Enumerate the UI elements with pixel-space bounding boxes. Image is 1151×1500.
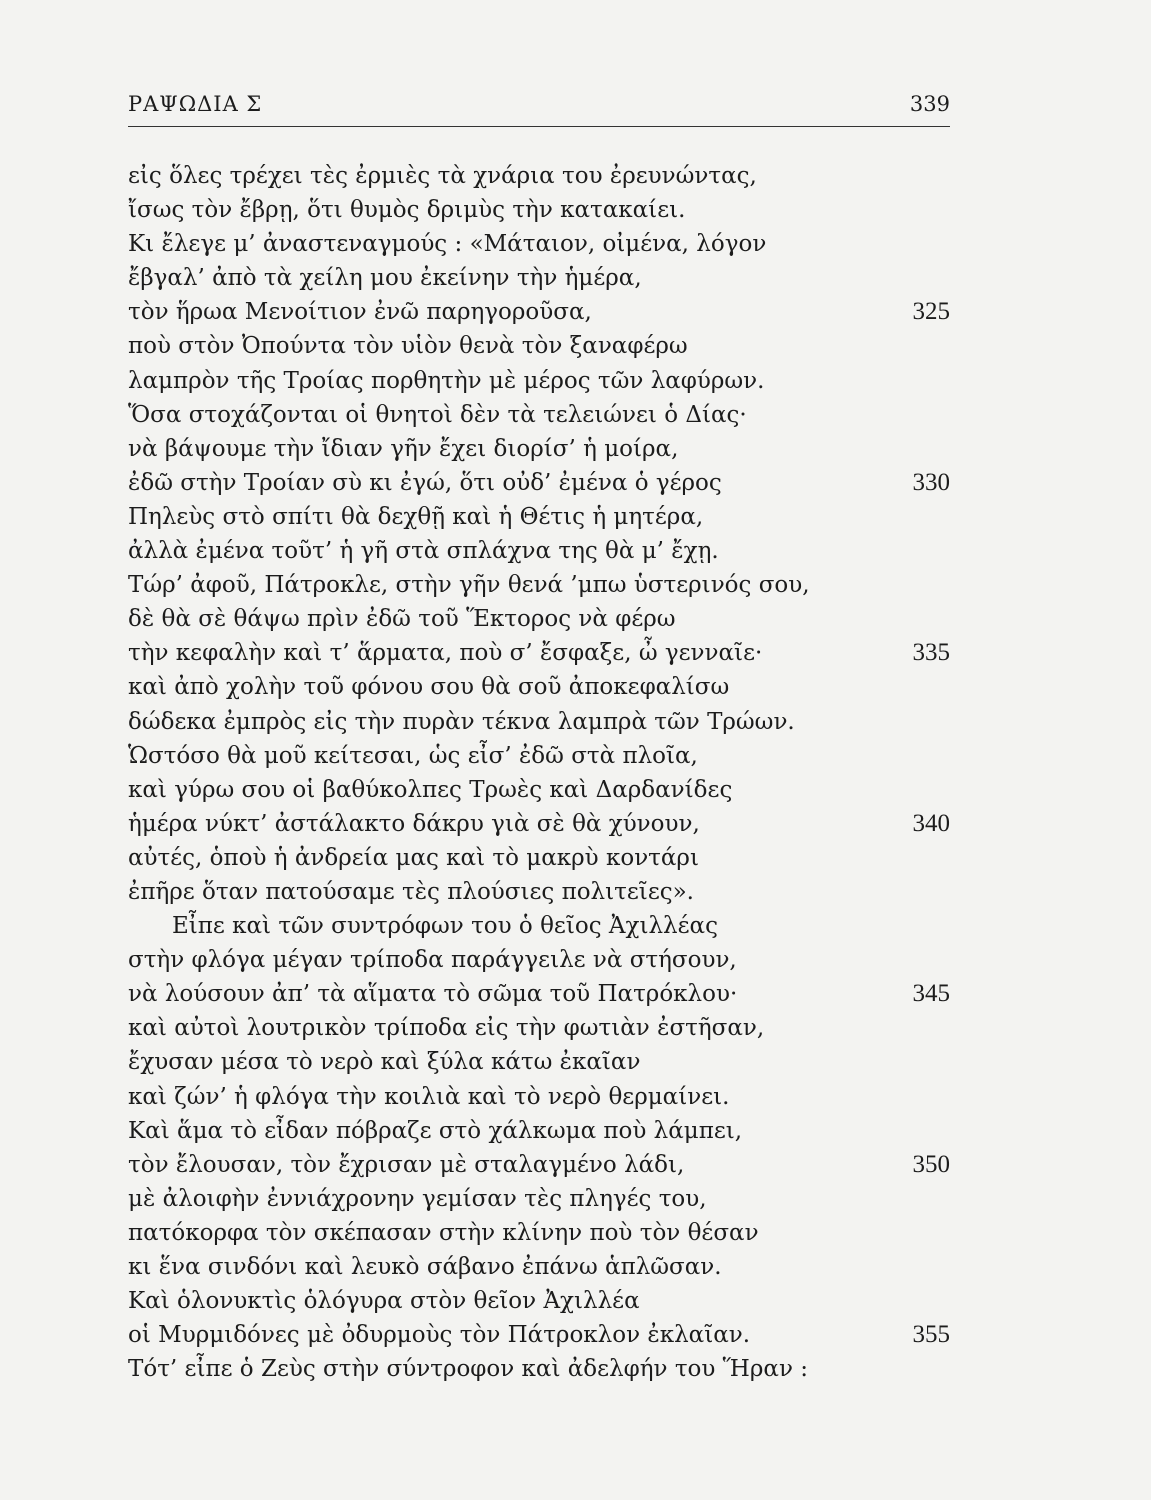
verse-text: ἡμέρα νύκτ’ ἀστάλακτο δάκρυ γιὰ σὲ θὰ χύνουν, [128,810,700,837]
verse-text: καὶ ζών’ ἡ φλόγα τὴν κοιλιὰ καὶ τὸ νερὸ θερμαίνει. [128,1083,730,1110]
verse-line [128,1080,950,1114]
verse-line [128,398,950,432]
verse-text: Εἶπε καὶ τῶν συντρόφων του ὁ θεῖος Ἀχιλλέας [172,913,718,940]
header-rule [128,126,950,127]
verse-text: τὸν ἔλουσαν, τὸν ἔχρισαν μὲ σταλαγμένο λάδι, [128,1151,685,1178]
verse-text: Ὅσα στοχάζονται οἱ θνητοὶ δὲν τὰ τελειώνει ὁ Δίας· [128,401,747,428]
verse-line [128,329,950,363]
verse-line [128,1318,950,1352]
verse-text: ἀλλὰ ἐμένα τοῦτ’ ἡ γῆ στὰ σπλάχνα της θὰ μ’ ἔχῃ. [128,538,719,565]
verse-line [128,636,950,670]
verse-line [128,1284,950,1318]
verse-text: κι ἕνα σινδόνι καὶ λευκὸ σάβανο ἐπάνω ἁπλῶσαν. [128,1254,722,1280]
verse-text: Κι ἔλεγε μ’ ἀναστεναγμούς : «Μάταιον, οἰμένα, λόγον [128,231,767,258]
line-number: 330 [912,468,950,496]
verse-text: Τώρ’ ἀφοῦ, Πάτροκλε, στὴν γῆν θενά ’μπω ὑστερινός σου, [128,572,810,599]
verse-line [128,1352,950,1386]
verse-line [128,1045,950,1079]
verse-line [128,261,950,295]
verse-text: ἔχυσαν μέσα τὸ νερὸ καὶ ξύλα κάτω ἐκαῖαν [128,1049,641,1076]
verse-text: οἱ Μυρμιδόνες μὲ ὀδυρμοὺς τὸν Πάτροκλον ἐκλαῖαν. [128,1322,751,1349]
verse-text: πατόκορφα τὸν σκέπασαν στὴν κλίνην ποὺ τὸν θέσαν [128,1219,759,1246]
verse-line [128,159,950,193]
verse-line [128,841,950,875]
verse-text: Ὡστόσο θὰ μοῦ κείτεσαι, ὡς εἶσ’ ἐδῶ στὰ πλοῖα, [128,742,698,769]
verse-line [128,1250,950,1284]
verse-text: Καὶ ὁλονυκτὶς ὁλόγυρα στὸν θεῖον Ἀχιλλέα [128,1288,640,1315]
verse-line [128,909,950,943]
verse-line [128,193,950,227]
verse-text: ἴσως τὸν ἔβρῃ, ὅτι θυμὸς δριμὺς τὴν κατακαίει. [128,197,686,224]
verse-block [128,159,950,1386]
verse-line [128,227,950,261]
verse-text: καὶ ἀπὸ χολὴν τοῦ φόνου σου θὰ σοῦ ἀποκεφαλίσω [128,674,730,701]
verse-line [128,1216,950,1250]
line-number: 355 [912,1321,950,1349]
verse-line [128,364,950,398]
verse-text: αὐτές, ὁποὺ ἡ ἀνδρεία μας καὶ τὸ μακρὺ κοντάρι [128,844,699,871]
verse-line [128,977,950,1011]
verse-text: Καὶ ἅμα τὸ εἶδαν πόβραζε στὸ χάλκωμα ποὺ λάμπει, [128,1117,743,1144]
verse-text: ἐδῶ στὴν Τροίαν σὺ κι ἐγώ, ὅτι οὐδ’ ἐμένα ὁ γέρος [128,469,722,496]
line-number: 325 [912,298,950,326]
verse-text: νὰ βάψουμε τὴν ἴδιαν γῆν ἔχει διορίσ’ ἡ μοίρα, [128,435,679,462]
verse-text: καὶ γύρω σου οἱ βαθύκολπες Τρωὲς καὶ Δαρδανίδες [128,776,733,803]
verse-text: καὶ αὐτοὶ λουτρικὸν τρίποδα εἰς τὴν φωτιὰν ἐστῆσαν, [128,1015,765,1042]
verse-text: λαμπρὸν τῆς Τροίας πορθητὴν μὲ μέρος τῶν λαφύρων. [128,367,765,394]
verse-text: τὸν ἥρωα Μενοίτιον ἐνῶ παρηγοροῦσα, [128,299,592,326]
verse-line [128,1114,950,1148]
verse-text: δώδεκα ἐμπρὸς εἰς τὴν πυρὰν τέκνα λαμπρὰ τῶν Τρώων. [128,708,795,735]
line-number: 340 [912,809,950,837]
verse-line [128,295,950,329]
verse-line [128,534,950,568]
verse-line [128,739,950,773]
verse-text: ἐπῆρε ὅταν πατούσαμε τὲς πλούσιες πολιτεῖες». [128,878,694,905]
line-number: 350 [912,1150,950,1178]
running-title: ΡΑΨΩΔΙΑ Σ [128,92,263,116]
verse-line [128,466,950,500]
verse-line [128,875,950,909]
verse-line [128,602,950,636]
verse-line [128,432,950,466]
line-number: 345 [912,980,950,1008]
verse-line [128,943,950,977]
verse-line [128,807,950,841]
verse-line [128,500,950,534]
verse-text: ποὺ στὸν Ὀπούντα τὸν υἱὸν θενὰ τὸν ξαναφέρω [128,333,688,360]
verse-text: νὰ λούσουν ἀπ’ τὰ αἵματα τὸ σῶμα τοῦ Πατρόκλου· [128,981,738,1008]
verse-line [128,568,950,602]
verse-line [128,705,950,739]
verse-line [128,1182,950,1216]
verse-text: εἰς ὅλες τρέχει τὲς ἐρμιὲς τὰ χνάρια του ἐρευνώντας, [128,163,757,189]
line-number: 335 [912,639,950,667]
verse-text: τὴν κεφαλὴν καὶ τ’ ἅρματα, ποὺ σ’ ἔσφαξε, ὦ γενναῖε· [128,640,763,667]
verse-text: στὴν φλόγα μέγαν τρίποδα παράγγειλε νὰ στήσουν, [128,947,737,974]
verse-line [128,773,950,807]
verse-text: δὲ θὰ σὲ θάψω πρὶν ἐδῶ τοῦ Ἕκτορος νὰ φέρω [128,606,676,633]
verse-line [128,1011,950,1045]
page-number: 339 [909,92,950,116]
page-header [128,88,950,128]
verse-line [128,1148,950,1182]
verse-text: Τότ’ εἶπε ὁ Ζεὺς στὴν σύντροφον καὶ ἀδελφήν του Ἥραν : [128,1356,808,1383]
verse-line [128,670,950,704]
verse-text: Πηλεὺς στὸ σπίτι θὰ δεχθῇ καὶ ἡ Θέτις ἡ μητέρα, [128,503,704,530]
verse-text: μὲ ἀλοιφὴν ἐννιάχρονην γεμίσαν τὲς πληγές του, [128,1185,707,1212]
verse-text: ἔβγαλ’ ἀπὸ τὰ χείλη μου ἐκείνην τὴν ἡμέρα, [128,265,642,292]
